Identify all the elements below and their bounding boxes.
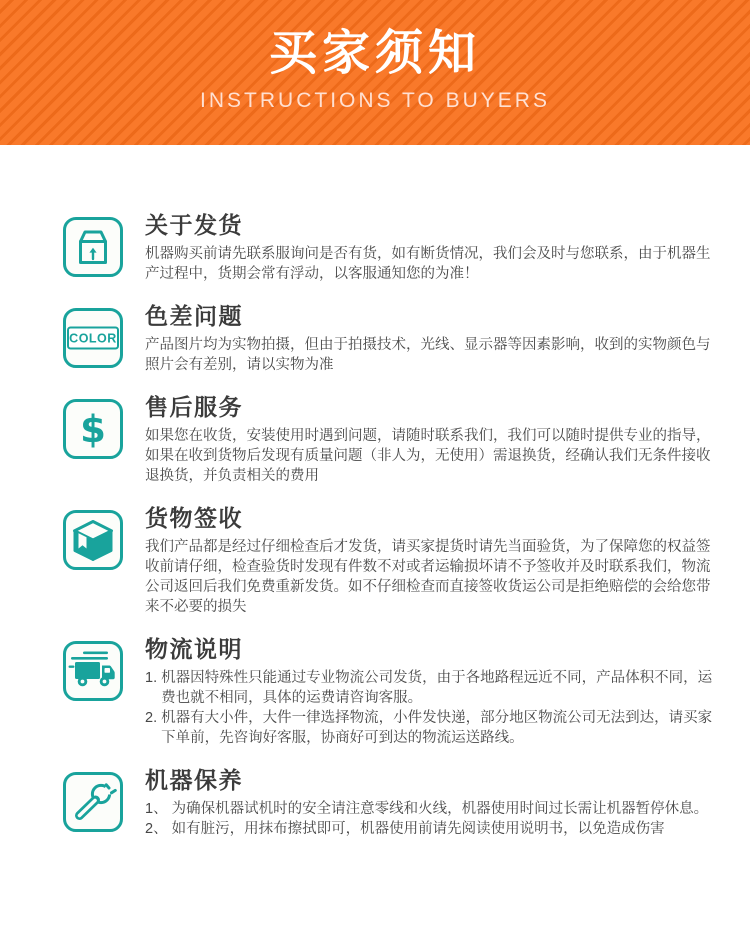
section-title: 售后服务 (145, 394, 243, 420)
list-marker: 1. (145, 670, 158, 686)
section-text: 产品图片均为实物拍摄，但由于拍摄技术，光线、显示器等因素影响，收到的实物颜色与照片会有差别，请以实物为准 (145, 337, 711, 373)
truck-icon (63, 641, 123, 701)
wrench-icon (63, 772, 123, 832)
list-marker: 1、 (145, 801, 168, 817)
color-icon-label: COLOR (69, 331, 117, 346)
shipping-box-icon (63, 217, 123, 277)
dollar-icon (63, 399, 123, 459)
section-text: 如果您在收货，安装使用时遇到问题，请随时联系我们，我们可以随时提供专业的指导，如果在收到货物后发现有质量问题（非人为，无使用）需退换货，经确认我们无条件接收退换货，并负责相关的费用 (145, 428, 711, 484)
section-title: 物流说明 (145, 636, 243, 662)
section-title: 色差问题 (145, 303, 243, 329)
section-title: 机器保养 (145, 767, 243, 793)
section-shipping (63, 213, 720, 284)
package-cube-icon (63, 510, 123, 570)
page-subtitle: INSTRUCTIONS TO BUYERS (200, 89, 550, 113)
list-text: 为确保机器试机时的安全请注意零线和火线，机器使用时间过长需让机器暂停休息。 (171, 801, 709, 817)
list-marker: 2. (145, 710, 158, 726)
section-logistics (63, 637, 720, 748)
list-item (145, 668, 720, 708)
list-item (145, 819, 720, 839)
sections-list (0, 145, 750, 839)
page-title: 买家须知 (268, 26, 481, 80)
dollar-icon-glyph: $ (80, 408, 106, 451)
section-text: 机器购买前请先联系服询问是否有货，如有断货情况，我们会及时与您联系，由于机器生产过程中，货期会常有浮动，以客服通知您的为准！ (145, 246, 711, 282)
header-banner (0, 0, 750, 145)
list-item (145, 799, 720, 819)
section-title: 关于发货 (145, 212, 243, 238)
section-after-sales (63, 395, 720, 486)
list-item (145, 708, 720, 748)
list-text: 机器因特殊性只能通过专业物流公司发货，由于各地路程远近不同，产品体积不同，运费也就不相同，具体的运费请咨询客服。 (161, 670, 713, 706)
section-goods-receipt (63, 506, 720, 617)
color-swatch-icon (63, 308, 123, 368)
section-text: 我们产品都是经过仔细检查后才发货，请买家提货时请先当面验货，为了保障您的权益签收前请仔细，检查验货时发现有件数不对或者运输损坏请不予签收并及时联系我们，物流公司返回后我们免费重新发货。如不仔细检查而直接签收货运公司是拒绝赔偿的会给您带来不必要的损失 (145, 539, 711, 615)
section-maintenance (63, 768, 720, 839)
list-text: 如有脏污，用抹布擦拭即可，机器使用前请先阅读使用说明书，以免造成伤害 (171, 821, 665, 837)
list-marker: 2、 (145, 821, 168, 837)
section-title: 货物签收 (145, 505, 243, 531)
list-text: 机器有大小件，大件一律选择物流，小件发快递，部分地区物流公司无法到达，请买家下单前，先咨询好客服，协商好可到达的物流运送路线。 (161, 710, 713, 746)
section-color-difference (63, 304, 720, 375)
